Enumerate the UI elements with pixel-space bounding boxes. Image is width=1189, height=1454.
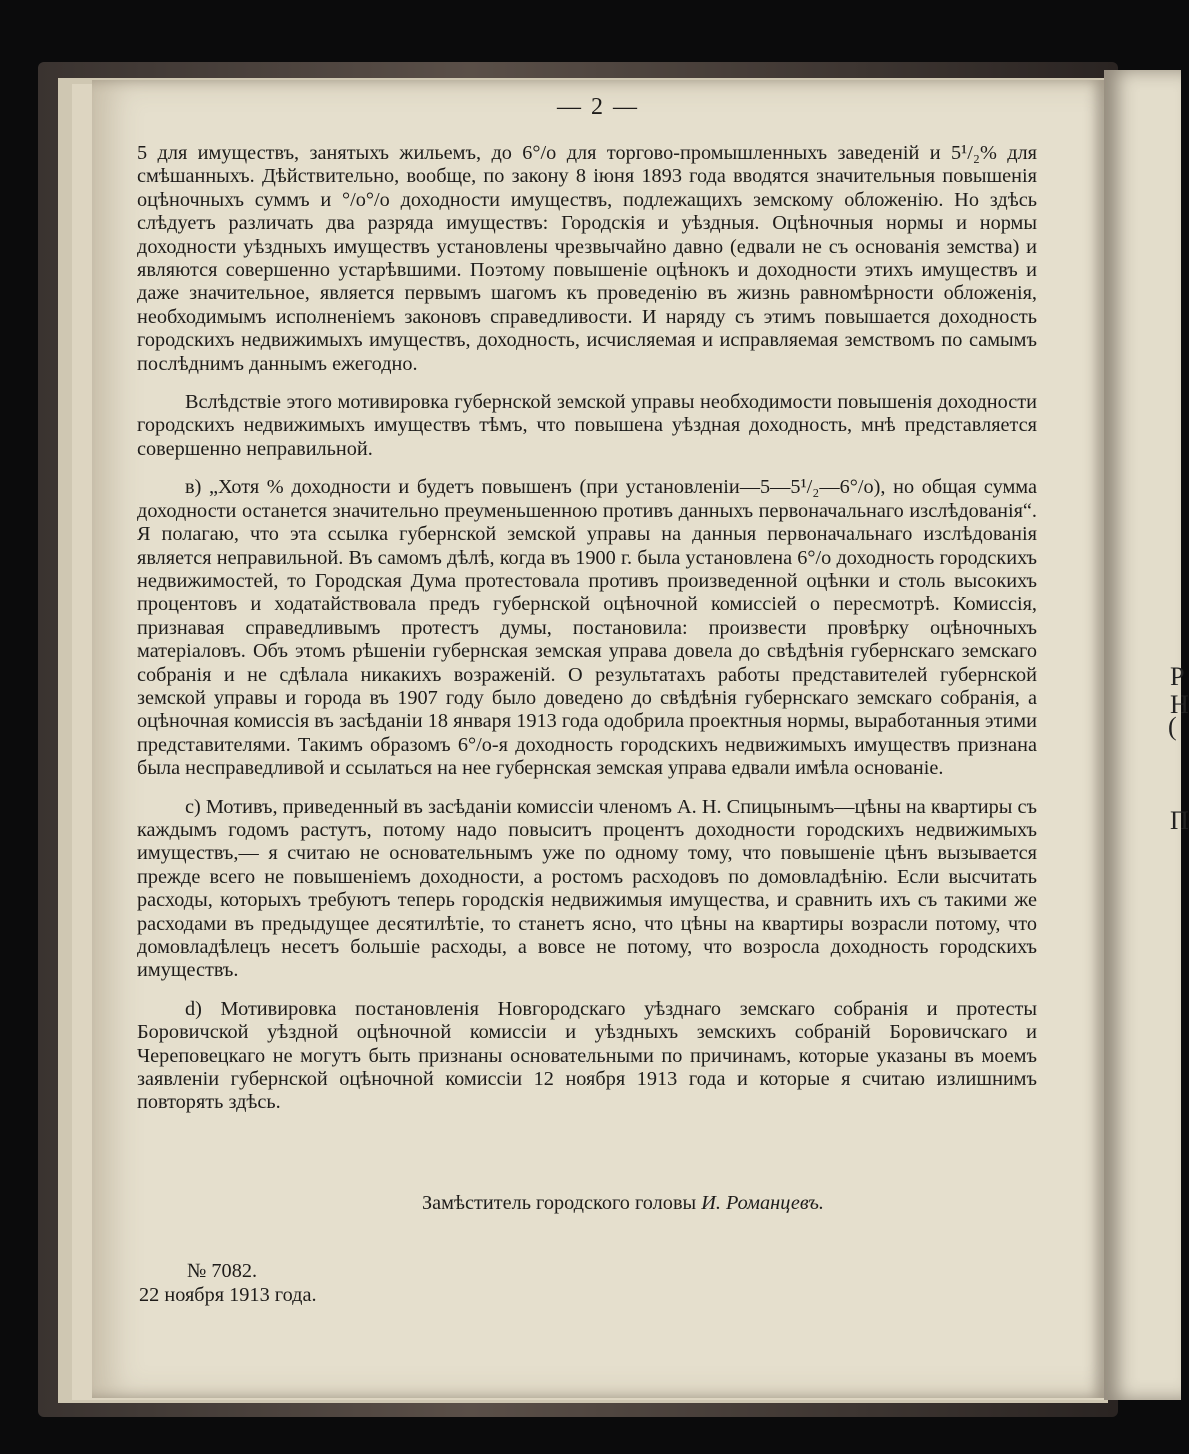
document-page <box>92 80 1104 1398</box>
document-date: 22 ноября 1913 года. <box>139 1284 317 1306</box>
signature-line <box>92 1192 1104 1215</box>
signature-title: Замѣститель городского головы <box>422 1192 697 1214</box>
document-number: № 7082. <box>187 1260 258 1282</box>
signature-name: И. Романцевъ. <box>701 1192 824 1214</box>
paragraph-c: с) Мотивъ, приведенный въ засѣданiи комиссiи членомъ А. Н. Спицынымъ—цѣны на квартиры съ каждымъ годомъ растутъ, потому надо повыситъ процентъ доходности городскихъ недвижимыхъ имуществъ,— я считаю не основательнымъ уже по одному тому, что повышенiе цѣнъ вызывается прежде всего не повышенiемъ доходности, а ростомъ расходовъ по домовладѣнiю. Если высчитать расходы, которыхъ требуютъ теперь городскiя недвижимыя имущества, и сравнить ихъ съ такими же расходами въ предыдущее десятилѣтiе, то станетъ ясно, что цѣны на квартиры возрасли потому, что домовладѣлецъ несетъ большiе расходы, а вовсе не потому, что возросла доходность городскихъ имуществъ. <box>137 795 1037 982</box>
facing-page-fragment: ( <box>1168 712 1177 741</box>
facing-page-fragment: П <box>1170 806 1189 835</box>
facing-page <box>1104 70 1189 1400</box>
paragraph: Вслѣдствiе этого мотивировка губернской земской управы необходимости повышенiя доходности городскихъ недвижимыхъ имуществъ тѣмъ, что повышена уѣздная доходность, мнѣ представляется совершенно неправильной. <box>137 391 1037 460</box>
paragraph: 5 для имуществъ, занятыхъ жильемъ, до 6°/о для торгово-промышленныхъ заведенiй и 5¹/₂% для смѣшанныхъ. Дѣйствительно, вообще, по закону 8 iюня 1893 года вводятся значительныя повышенiя оцѣночныхъ суммъ и °/о°/о доходности имуществъ, подлежащихъ земскому обложенiю. Но здѣсь слѣдуетъ различать два разряда имуществъ: Городскiя и уѣздныя. Оцѣночныя нормы и нормы доходности уѣздныхъ имуществъ установлены чрезвычайно давно (едвали не съ основанiя земства) и являются совершенно устарѣвшими. Поэтому повышенiе оцѣнокъ и доходности этихъ имуществъ и даже значительное, является первымъ шагомъ къ проведенiю въ жизнь равномѣрности обложенiя, необходимымъ исполненiемъ законовъ справедливости. И наряду съ этимъ повышается доходность городскихъ недвижимыхъ имуществъ, доходность, исчисляемая и исправляемая земствомъ по самымъ послѣднимъ даннымъ ежегодно. <box>137 142 1037 375</box>
page-number: — 2 — <box>557 94 639 120</box>
paragraph-d: d) Мотивировка постановленiя Новгородскаго уѣзднаго земскаго собранiя и протесты Боровичской уѣздной оцѣночной комиссiи и уѣздныхъ земскихъ собранiй Боровичскаго и Череповецкаго не могутъ быть признаны основательными по причинамъ, которые указаны въ моемъ заявленiи губернской оцѣночной комиссiи 12 ноября 1913 года и которые я считаю излишнимъ повторять здѣсь. <box>137 997 1037 1114</box>
facing-page-fragment: Н <box>1170 690 1189 719</box>
body-text <box>137 142 1037 1115</box>
paragraph-b: в) „Хотя % доходности и будетъ повышенъ (при установленiи—5—5¹/₂—6°/о), но общая сумма доходности останется значительно преуменьшенною противъ данныхъ первоначальнаго изслѣдованiя“. Я полагаю, что эта ссылка губернской земской управы на данныя первоначальнаго изслѣдованiя является неправильной. Въ самомъ дѣлѣ, когда въ 1900 г. была установлена 6°/о доходность городскихъ недвижимостей, то Городская Дума протестовала противъ произведенной оцѣнки и столь высокихъ процентовъ и ходатайствовала предъ губернской оцѣночной комиссiей о пересмотрѣ. Комиссiя, признавая справедливымъ протестъ думы, постановила: произвести провѣрку оцѣночныхъ матерiаловъ. Объ этомъ рѣшенiи губернская земская управа довела до свѣдѣнiя губернскаго земскаго собранiя и не сдѣлала никакихъ возраженiй. О результатахъ работы представителей губернской земской управы и города въ 1907 году было доведено до свѣдѣнiя губернскаго земскаго собранiя, а оцѣночная комиссiя въ засѣданiи 18 января 1913 года одобрила проектныя нормы, выработанныя этими представителями. Такимъ образомъ 6°/о-я доходность городскихъ недвижимыхъ имуществъ признана была несправедливой и ссылаться на нее губернская земская управа едвали имѣла основанiе. <box>137 476 1037 780</box>
facing-page-fragment: Р <box>1170 662 1185 691</box>
